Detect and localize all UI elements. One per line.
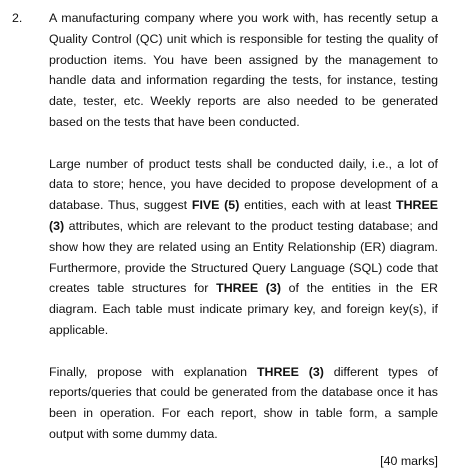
- text-run: Finally, propose with explanation: [49, 364, 257, 379]
- text-run: entities, each with at least: [239, 198, 396, 213]
- bold-count-tables: THREE (3): [216, 281, 281, 296]
- text-run: attributes, which are relevant to the product testing database; and show how they are related using an Entity Relationship (ER) diagram. Furthermore, provide the Structured Query Language (SQL) code that creates table structures for: [49, 218, 438, 296]
- bold-count-attributes: THREE (3): [49, 198, 438, 233]
- paragraph-reports-task: [49, 362, 438, 445]
- text-run: of the entities in the ER diagram. Each table must indicate primary key, and foreign key(s), if applicable.: [49, 281, 438, 337]
- marks-label: [40 marks]: [380, 453, 438, 468]
- bold-count-reports: THREE (3): [256, 364, 324, 379]
- paragraph-database-task: [49, 154, 438, 341]
- text-run: different types of reports/queries that could be generated from the database once it has been in operation. For each report, show in table form, a sample output with some dummy data.: [49, 364, 438, 441]
- text-run: Large number of product tests shall be conducted daily, i.e., a lot of data to store; hence, you have decided to propose development of a database. Thus, suggest: [49, 156, 438, 213]
- question-body: [49, 8, 438, 472]
- paragraph-context: A manufacturing company where you work with, has recently setup a Quality Control (QC) unit which is responsible for testing the quality of production items. You have been assigned by the management to handle data and information regarding the tests, for instance, testing date, tester, etc. Weekly reports are also needed to be generated based on the tests that have been conducted.: [49, 11, 438, 129]
- bold-count-entities: FIVE (5): [191, 198, 240, 213]
- question-number: 2.: [12, 11, 23, 25]
